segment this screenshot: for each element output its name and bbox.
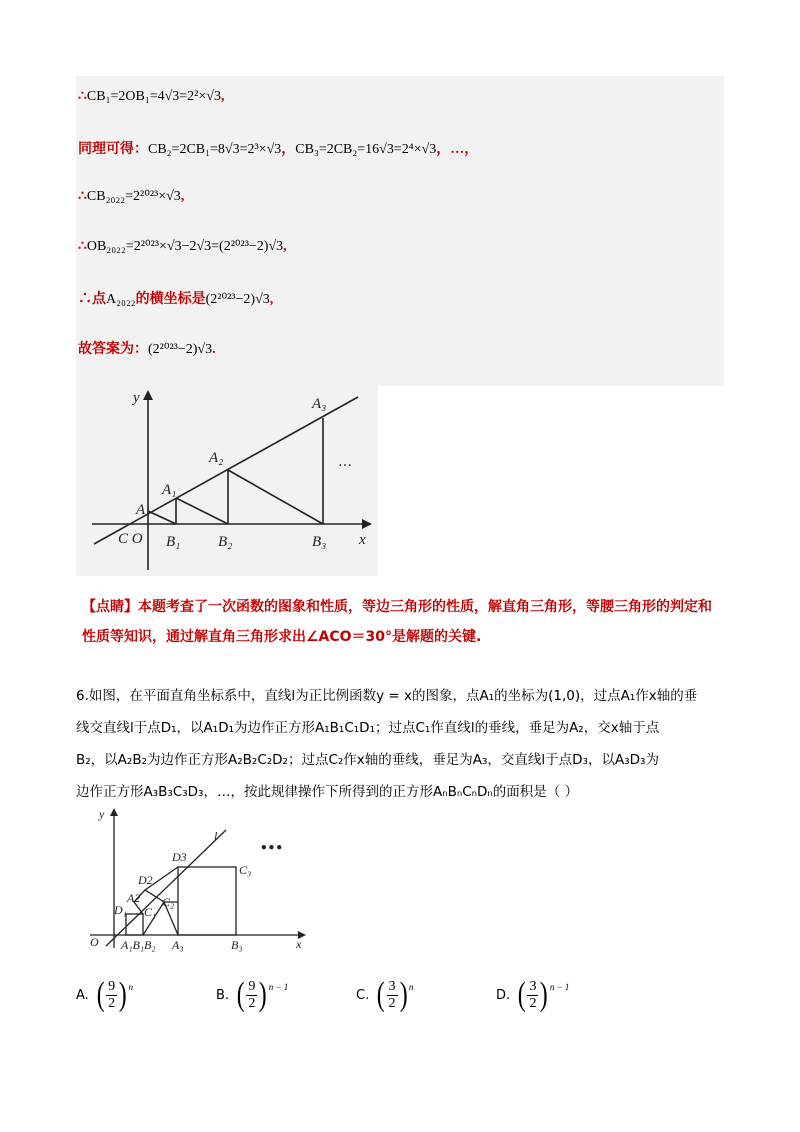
- left-paren: (: [376, 976, 385, 1013]
- right-paren: ): [118, 976, 127, 1013]
- punctuation: ,: [180, 189, 185, 204]
- answer-lead: 故答案为：: [78, 342, 148, 357]
- denominator: 2: [529, 995, 537, 1011]
- y-axis-arrow: [143, 390, 153, 400]
- segment-a1-b2: [176, 498, 228, 524]
- choice-c[interactable]: [356, 972, 413, 1018]
- solution-expression: CB₃=2CB₂=16√3=2⁴×√3: [295, 142, 437, 157]
- solution-expression: CB₂₀₂₂=2²⁰²³×√3: [86, 189, 181, 204]
- left-paren: (: [517, 976, 526, 1013]
- fraction: [387, 979, 398, 1012]
- label-o: O: [90, 935, 99, 949]
- question-line-1: 6.如图，在平面直角坐标系中，直线l为正比例函数y = x的图象，点A₁的坐标为(1,0)，过点A₁作x轴的垂: [76, 688, 698, 704]
- solution-expression: CB₂=2CB₁=8√3=2³×√3: [148, 142, 282, 157]
- label-c2: C₂: [162, 895, 175, 909]
- therefore-symbol: ∴: [78, 89, 87, 104]
- label-c1: C₁: [144, 905, 157, 919]
- ellipsis: •••: [260, 841, 284, 855]
- label-a2: A₂: [209, 450, 224, 466]
- exponent: n − 1: [549, 982, 570, 992]
- punctuation: .: [212, 342, 216, 357]
- left-paren: (: [236, 976, 245, 1013]
- punctuation: ,: [283, 239, 287, 254]
- denominator: 2: [248, 995, 256, 1011]
- label-a: A: [136, 502, 146, 518]
- figure-1-graph: [76, 386, 378, 576]
- numerator: 3: [388, 978, 396, 994]
- figure-1: [76, 386, 378, 576]
- exponent: n: [128, 982, 133, 992]
- comment-line-1: 【点睛】本题考查了一次函数的图象和性质，等边三角形的性质，解直角三角形，等腰三角形的判定和: [82, 599, 712, 615]
- choice-a[interactable]: [76, 972, 133, 1018]
- segment-a2-b3: [228, 470, 323, 524]
- label-y: y: [133, 390, 140, 406]
- punctuation: ,: [220, 89, 225, 104]
- right-paren: ): [399, 976, 408, 1013]
- choice-label: D.: [496, 987, 511, 1003]
- y-axis-arrow: [110, 808, 118, 816]
- right-paren: ): [259, 976, 268, 1013]
- solution-line-3: [78, 188, 184, 205]
- label-d1: D₁: [114, 903, 127, 917]
- solution-lead: ∴点: [78, 292, 106, 307]
- figure-2-graph: [76, 804, 316, 954]
- solution-line-5: [78, 288, 273, 308]
- solution-line-2: [78, 138, 478, 158]
- x-axis-arrow: [362, 519, 372, 529]
- comment-line-2: 性质等知识，通过解直角三角形求出∠ACO＝30°是解题的关键.: [82, 629, 482, 645]
- question-line-3: B₂，以A₂B₂为边作正方形A₂B₂C₂D₂；过点C₂作x轴的垂线，垂足为A₃，交直线l于点D₃，以A₃D₃为: [76, 752, 659, 768]
- label-b1: B₁: [166, 534, 181, 550]
- fraction: [106, 979, 117, 1012]
- therefore-symbol: ∴: [78, 239, 87, 254]
- label-x: x: [296, 937, 302, 951]
- choice-d[interactable]: [496, 972, 569, 1018]
- point-name: A₂₀₂₂: [106, 292, 136, 307]
- label-b2: B₂: [218, 534, 233, 550]
- choice-label: A.: [76, 987, 89, 1003]
- choice-expression: [235, 978, 288, 1012]
- denominator: 2: [388, 995, 396, 1011]
- right-paren: ): [540, 976, 549, 1013]
- label-x: x: [359, 532, 366, 548]
- answer-choices: [76, 972, 726, 1018]
- choice-label: C.: [356, 987, 370, 1003]
- question-line-2: 线交直线l于点D₁，以A₁D₁为边作正方形A₁B₁C₁D₁；过点C₁作直线l的垂线，垂足为A₂，交x轴于点: [76, 720, 660, 736]
- question-line-4: 边作正方形A₃B₃C₃D₃，…，按此规律操作下所得到的正方形AₙBₙCₙDₙ的面积是（ ）: [76, 784, 579, 800]
- label-a2: A2: [127, 891, 141, 905]
- solution-line-6: [78, 338, 216, 358]
- label-l: l: [214, 829, 218, 843]
- solution-line-4: [78, 238, 287, 255]
- left-paren: (: [96, 976, 105, 1013]
- choice-label: B.: [216, 987, 230, 1003]
- choice-expression: [375, 978, 413, 1012]
- solution-text: 的横坐标是: [135, 292, 206, 307]
- label-a3: A₃: [312, 396, 327, 412]
- numerator: 9: [108, 978, 116, 994]
- punctuation: ，: [281, 142, 296, 157]
- choice-expression: [95, 978, 133, 1012]
- label-c3: C₃: [239, 863, 252, 877]
- line-l: [106, 830, 226, 946]
- therefore-symbol: ∴: [78, 189, 87, 204]
- label-b3: B₃: [231, 938, 243, 952]
- solution-expression: OB₂₀₂₂=2²⁰²³×√3−2√3=(2²⁰²³−2)√3: [86, 239, 284, 254]
- label-y: y: [99, 807, 105, 821]
- denominator: 2: [108, 995, 116, 1011]
- choice-b[interactable]: [216, 972, 288, 1018]
- ellipsis: …: [338, 454, 352, 470]
- punctuation: ,: [269, 292, 274, 307]
- fraction: [527, 979, 538, 1012]
- fraction: [246, 979, 257, 1012]
- answer-expression: (2²⁰²³−2)√3: [148, 342, 213, 357]
- label-a1-b1-b2: A₁B₁B₂: [121, 938, 156, 952]
- punctuation: ，…，: [436, 142, 479, 157]
- label-c-o: C O: [118, 531, 143, 547]
- numerator: 9: [248, 978, 256, 994]
- label-a1: A₁: [162, 482, 177, 498]
- choice-expression: [516, 978, 569, 1012]
- solution-expression: CB₁=2OB₁=4√3=2²×√3: [86, 89, 221, 104]
- label-b3: B₃: [312, 534, 327, 550]
- solution-expression: (2²⁰²³−2)√3: [205, 292, 270, 307]
- segment-a-b1: [148, 511, 176, 524]
- exponent: n: [408, 982, 414, 992]
- label-d2: D2: [138, 873, 153, 887]
- label-d3: D3: [172, 850, 187, 864]
- label-a3: A₃: [172, 938, 184, 952]
- figure-2: [76, 804, 316, 954]
- numerator: 3: [529, 978, 537, 994]
- exponent: n − 1: [268, 982, 289, 992]
- solution-lead: 同理可得：: [78, 142, 148, 157]
- square-3: [178, 867, 236, 935]
- solution-line-1: [78, 88, 224, 105]
